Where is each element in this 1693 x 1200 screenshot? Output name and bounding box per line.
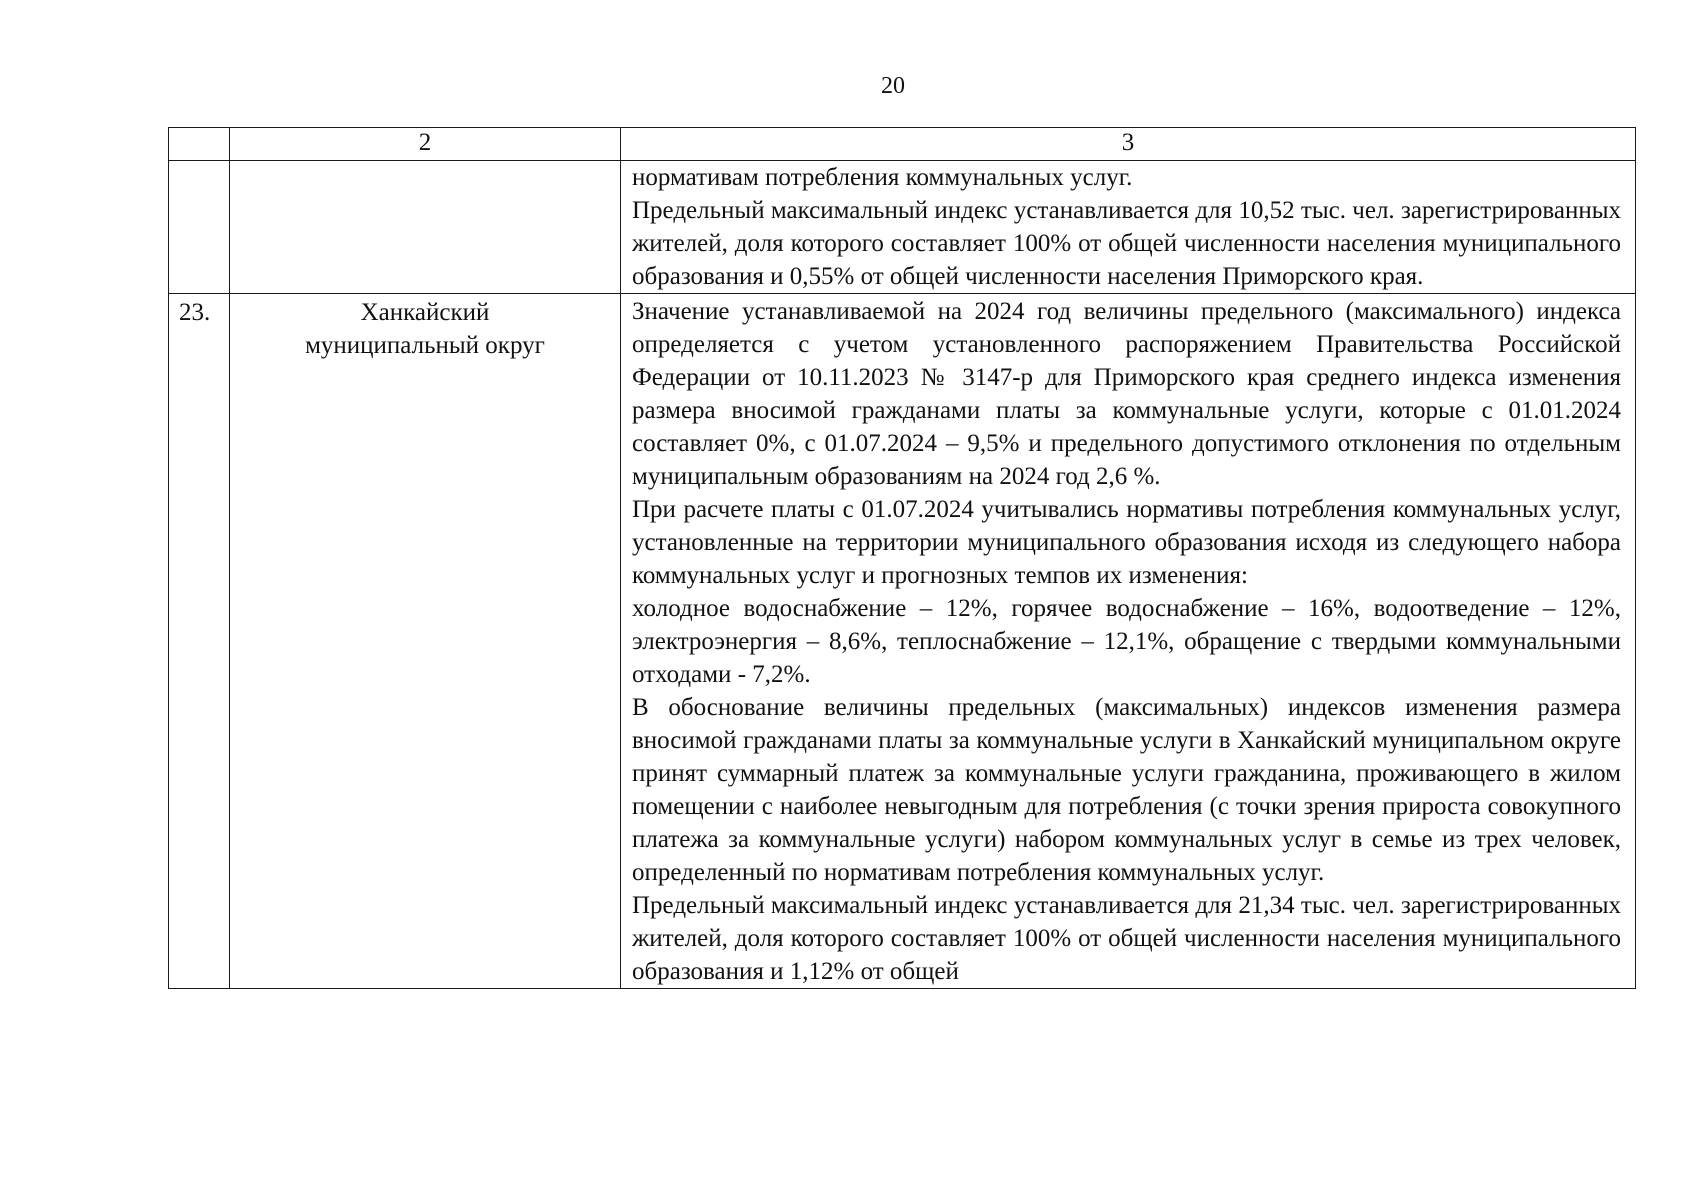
document-table (168, 127, 1636, 989)
header-cell-1 (169, 128, 230, 161)
row-number-cell: 23. (169, 294, 230, 989)
header-cell-3: 3 (621, 128, 1636, 161)
page-number: 20 (881, 73, 905, 99)
municipality-name-line: муниципальный округ (305, 332, 545, 359)
table-row (169, 161, 1636, 294)
table-header-row (169, 128, 1636, 161)
row-number-cell (169, 161, 230, 294)
municipality-name-cell (230, 294, 621, 989)
header-cell-2: 2 (230, 128, 621, 161)
paragraph: нормативам потребления коммунальных услуг. (632, 164, 1133, 191)
paragraph: В обоснование величины предельных (максимальных) индексов изменения размера вносимой гражданами платы за коммунальные услуги в Ханкайский муниципальном округе принят суммарный платеж за коммунальные услуги гражданина, проживающего в жилом помещении с наиболее невыгодным для потребления (с точки зрения прироста совокупного платежа за коммунальные услуги) набором коммунальных услуг в семье из трех человек, определенный по нормативам потребления коммунальных услуг. (632, 694, 1621, 886)
description-cell (621, 161, 1636, 294)
paragraph: Предельный максимальный индекс устанавливается для 21,34 тыс. чел. зарегистрированных жителей, доля которого составляет 100% от общей численности населения муниципального образования и 1,12% от общей (632, 892, 1621, 985)
paragraph: Предельный максимальный индекс устанавливается для 10,52 тыс. чел. зарегистрированных жителей, доля которого составляет 100% от общей численности населения муниципального образования и 0,55% от общей численности населения Приморского края. (632, 197, 1621, 290)
municipality-name-line: Ханкайский (360, 299, 490, 326)
paragraph: холодное водоснабжение – 12%, горячее водоснабжение – 16%, водоотведение – 12%, электроэнергия – 8,6%, теплоснабжение – 12,1%, обращение с твердыми коммунальными отходами - 7,2%. (632, 595, 1621, 688)
paragraph: Значение устанавливаемой на 2024 год величины предельного (максимального) индекса определяется с учетом установленного распоряжением Правительства Российской Федерации от 10.11.2023 № 3147-р для Приморского края среднего индекса изменения размера вносимой гражданами платы за коммунальные услуги, которые с 01.01.2024 составляет 0%, с 01.07.2024 – 9,5% и предельного допустимого отклонения по отдельным муниципальным образованиям на 2024 год 2,6 %. (632, 298, 1621, 490)
paragraph: При расчете платы с 01.07.2024 учитывались нормативы потребления коммунальных услуг, установленные на территории муниципального образования исходя из следующего набора коммунальных услуг и прогнозных темпов их изменения: (632, 496, 1621, 589)
municipality-name-cell (230, 161, 621, 294)
description-cell (621, 294, 1636, 989)
table-row (169, 294, 1636, 989)
